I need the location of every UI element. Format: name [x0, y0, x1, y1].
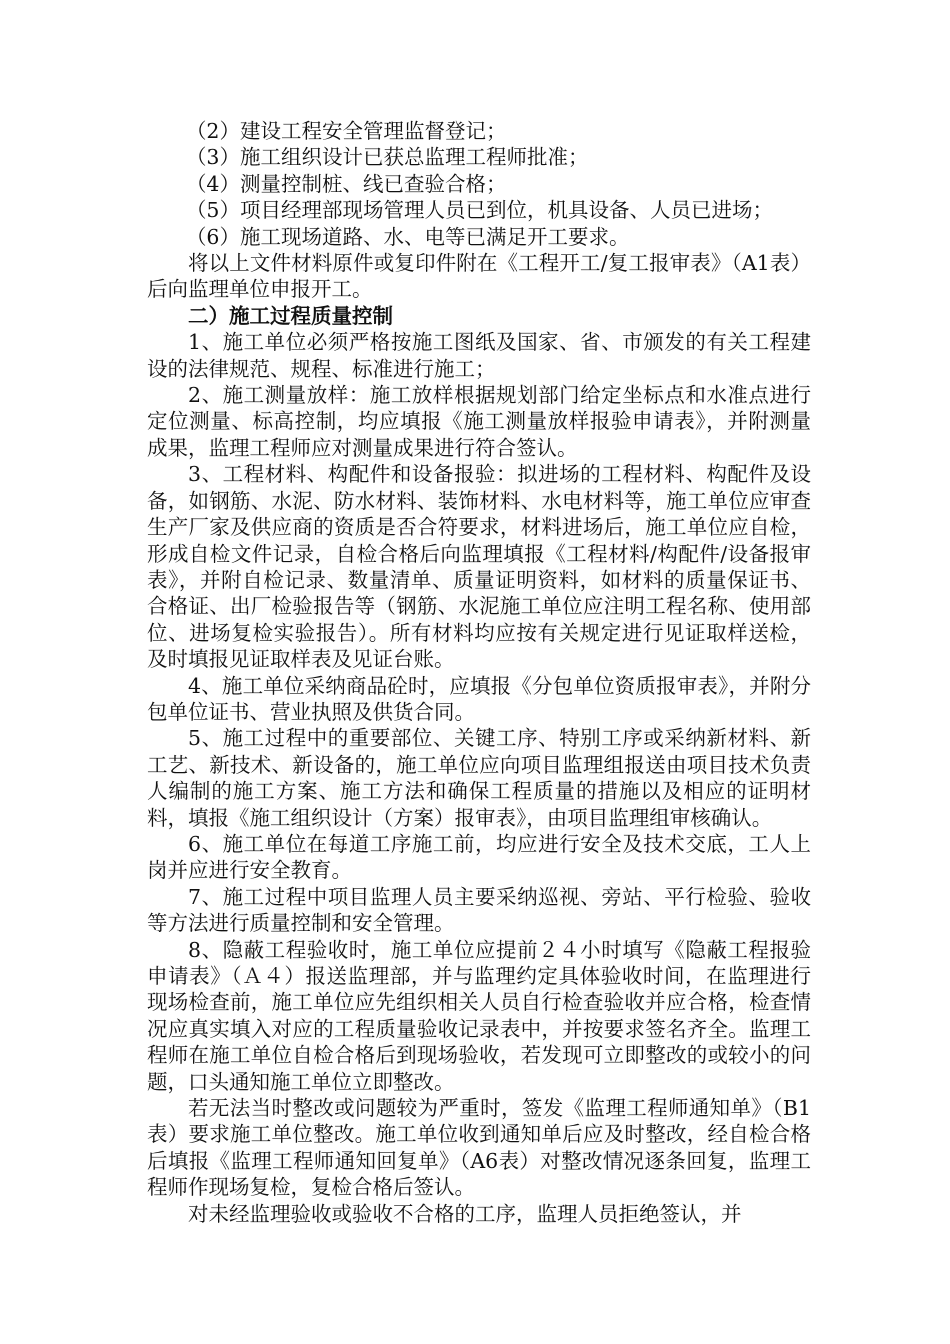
list-item: （6）施工现场道路、水、电等已满足开工要求。: [185, 224, 630, 249]
paragraph-2: 2、施工测量放样：施工放样根据规划部门给定坐标点和水准点进行定位测量、标高控制，均应填报《施工测量放样报验申请表》，并附测量成果，监理工程师应对测量成果进行符合签认。: [147, 383, 811, 460]
section-heading: 二）施工过程质量控制: [188, 303, 393, 328]
paragraph-3: 3、工程材料、构配件和设备报验：拟进场的工程材料、构配件及设备，如钢筋、水泥、防水材料、装饰材料、水电材料等，施工单位应审查生产厂家及供应商的资质是否合符要求，材料进场后，施工单位应自检，形成自检文件记录，自检合格后向监理填报《工程材料/构配件/设备报审表》，并附自检记录、数量清单、质量证明资料，如材料的质量保证书、合格证、出厂检验报告等（钢筋、水泥施工单位应注明工程名称、使用部位、进场复检实验报告）。所有材料均应按有关规定进行见证取样送检，及时填报见证取样表及见证台账。: [147, 462, 811, 672]
paragraph-6: 6、施工单位在每道工序施工前，均应进行安全及技术交底，工人上岗并应进行安全教育。: [147, 831, 811, 883]
paragraph-unaccepted: 对未经监理验收或验收不合格的工序，监理人员拒绝签认，并: [188, 1201, 742, 1226]
list-item: （4）测量控制桩、线已查验合格；: [185, 171, 507, 196]
document-page: [147, 118, 811, 1227]
list-item: （5）项目经理部现场管理人员已到位，机具设备、人员已进场；: [185, 198, 773, 223]
paragraph-rectification: 若无法当时整改或问题较为严重时，签发《监理工程师通知单》（B1表）要求施工单位整改。施工单位收到通知单后应及时整改，经自检合格后填报《监理工程师通知回复单》（A6表）对整改情况逐条回复，监理工程师作现场复检，复检合格后签认。: [147, 1096, 811, 1200]
list-item: （3）施工组织设计已获总监理工程师批准；: [185, 145, 589, 170]
list-item: （2）建设工程安全管理监督登记；: [185, 119, 507, 143]
paragraph-1: 1、施工单位必须严格按施工图纸及国家、省、市颁发的有关工程建设的法律规范、规程、标准进行施工；: [147, 330, 811, 381]
paragraph-8: 8、隐蔽工程验收时，施工单位应提前２４小时填写《隐蔽工程报验申请表》（Ａ４）报送监理部，并与监理约定具体验收时间，在监理进行现场检查前，施工单位应先组织相关人员自行检查验收并应合格，检查情况应真实填入对应的工程质量验收记录表中，并按要求签名齐全。监理工程师在施工单位自检合格后到现场验收，若发现可立即整改的或较小的问题，口头通知施工单位立即整改。: [147, 937, 811, 1094]
intro-paragraph: 将以上文件材料原件或复印件附在《工程开工/复工报审表》（A1表）后向监理单位申报开工。: [147, 251, 811, 302]
paragraph-7: 7、施工过程中项目监理人员主要采纳巡视、旁站、平行检验、验收等方法进行质量控制和安全管理。: [147, 884, 811, 936]
paragraph-4: 4、施工单位采纳商品砼时，应填报《分包单位资质报审表》，并附分包单位证书、营业执照及供货合同。: [147, 673, 811, 724]
paragraph-5: 5、施工过程中的重要部位、关键工序、特别工序或采纳新材料、新工艺、新技术、新设备的，施工单位应向项目监理组报送由项目技术负责人编制的施工方案、施工方法和确保工程质量的措施以及相应的证明材料，填报《施工组织设计（方案）报审表》，由项目监理组审核确认。: [147, 726, 811, 830]
